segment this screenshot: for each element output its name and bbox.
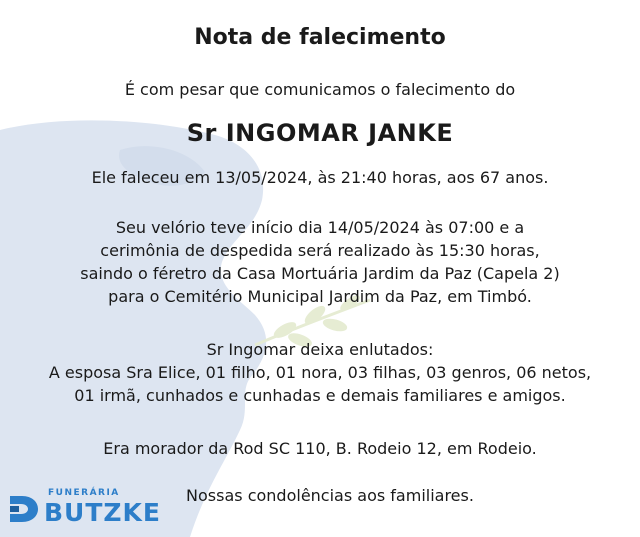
deceased-name: Sr INGOMAR JANKE	[186, 119, 454, 147]
wake-line: Seu velório teve início dia 14/05/2024 às 07:00 e a	[115, 218, 525, 237]
logo-top-text: FUNERÁRIA	[48, 488, 120, 498]
family-line: Sr Ingomar deixa enlutados:	[206, 340, 434, 359]
family-line: A esposa Sra Elice, 01 filho, 01 nora, 03 filhas, 03 genros, 06 netos,	[48, 363, 592, 382]
wake-line: cerimônia de despedida será realizado às 15:30 horas,	[100, 241, 540, 260]
intro-text: É com pesar que comunicamos o falecimento do	[124, 80, 516, 99]
condolences-text: Nossas condolências aos familiares.	[186, 486, 474, 505]
family-line: 01 irmã, cunhados e cunhadas e demais familiares e amigos.	[74, 386, 566, 405]
death-info: Ele faleceu em 13/05/2024, às 21:40 horas, aos 67 anos.	[91, 168, 549, 187]
notice-title: Nota de falecimento	[194, 25, 446, 50]
wake-line: saindo o féretro da Casa Mortuária Jardim da Paz (Capela 2)	[80, 264, 560, 283]
funeraria-butzke-logo	[8, 488, 161, 528]
residence-text: Era morador da Rod SC 110, B. Rodeio 12, em Rodeio.	[103, 439, 537, 458]
logo-brand-text: BUTZKE	[44, 498, 161, 527]
butzke-d-icon	[8, 494, 40, 524]
wake-line: para o Cemitério Municipal Jardim da Paz, em Timbó.	[108, 287, 532, 306]
